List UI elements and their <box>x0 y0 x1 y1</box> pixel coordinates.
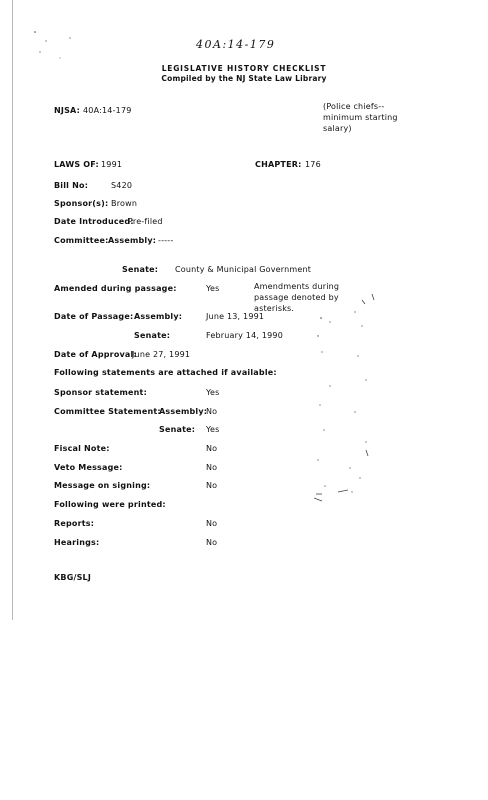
fiscal-note-value: No <box>206 444 218 453</box>
amended-value: Yes <box>206 284 220 293</box>
veto-message-label: Veto Message: <box>54 463 123 472</box>
committee-statement-senate-value: Yes <box>206 425 220 434</box>
committee-statement-assembly-label: Assembly: <box>159 407 208 416</box>
passage-senate-label: Senate: <box>134 331 171 340</box>
chapter-value: 176 <box>305 160 321 169</box>
initials: KBG/SLJ <box>54 573 92 582</box>
sponsor-statement-label: Sponsor statement: <box>54 388 147 397</box>
committee-statement-label: Committee Statement: <box>54 407 161 416</box>
date-introduced-label: Date Introduced: <box>54 217 134 226</box>
veto-message-value: No <box>206 463 218 472</box>
printed-heading: Following were printed: <box>54 500 166 509</box>
njsa-value: 40A:14-179 <box>83 106 132 115</box>
njsa-label: NJSA: <box>54 106 80 115</box>
hearings-value: No <box>206 538 218 547</box>
sponsors-label: Sponsor(s): <box>54 199 109 208</box>
sponsor-statement-value: Yes <box>206 388 220 397</box>
committee-statement-assembly-value: No <box>206 407 218 416</box>
bill-no-value: S420 <box>111 181 133 190</box>
message-on-signing-label: Message on signing: <box>54 481 151 490</box>
date-introduced-value: Pre-filed <box>128 217 163 226</box>
amended-label: Amended during passage: <box>54 284 177 293</box>
date-of-approval-value: June 27, 1991 <box>132 350 191 359</box>
fiscal-note-label: Fiscal Note: <box>54 444 110 453</box>
reports-label: Reports: <box>54 519 95 528</box>
date-of-approval-label: Date of Approval: <box>54 350 137 359</box>
committee-senate-label: Senate: <box>122 265 159 274</box>
committee-assembly-value: ----- <box>158 236 174 245</box>
subject-note: (Police chiefs-- minimum starting salary) <box>323 102 398 133</box>
committee-assembly-label: Assembly: <box>108 236 157 245</box>
sponsors-value: Brown <box>111 199 138 208</box>
committee-statement-senate-label: Senate: <box>159 425 196 434</box>
date-of-passage-label: Date of Passage: <box>54 312 134 321</box>
passage-assembly-label: Assembly: <box>134 312 183 321</box>
message-on-signing-value: No <box>206 481 218 490</box>
chapter-label: CHAPTER: <box>255 160 302 169</box>
attached-statements-heading: Following statements are attached if available: <box>54 368 277 377</box>
amended-note: Amendments during passage denoted by asterisks. <box>254 282 340 313</box>
handwritten-reference: 40A:14-179 <box>196 38 276 51</box>
laws-of-value: 1991 <box>101 160 123 169</box>
reports-value: No <box>206 519 218 528</box>
committee-senate-value: County & Municipal Government <box>175 265 312 274</box>
laws-of-label: LAWS OF: <box>54 160 99 169</box>
document-subtitle: Compiled by the NJ State Law Library <box>161 74 327 83</box>
document-title: LEGISLATIVE HISTORY CHECKLIST <box>161 64 327 73</box>
hearings-label: Hearings: <box>54 538 100 547</box>
bill-no-label: Bill No: <box>54 181 89 190</box>
passage-assembly-value: June 13, 1991 <box>206 312 265 321</box>
committee-label: Committee: <box>54 236 109 245</box>
passage-senate-value: February 14, 1990 <box>206 331 284 340</box>
